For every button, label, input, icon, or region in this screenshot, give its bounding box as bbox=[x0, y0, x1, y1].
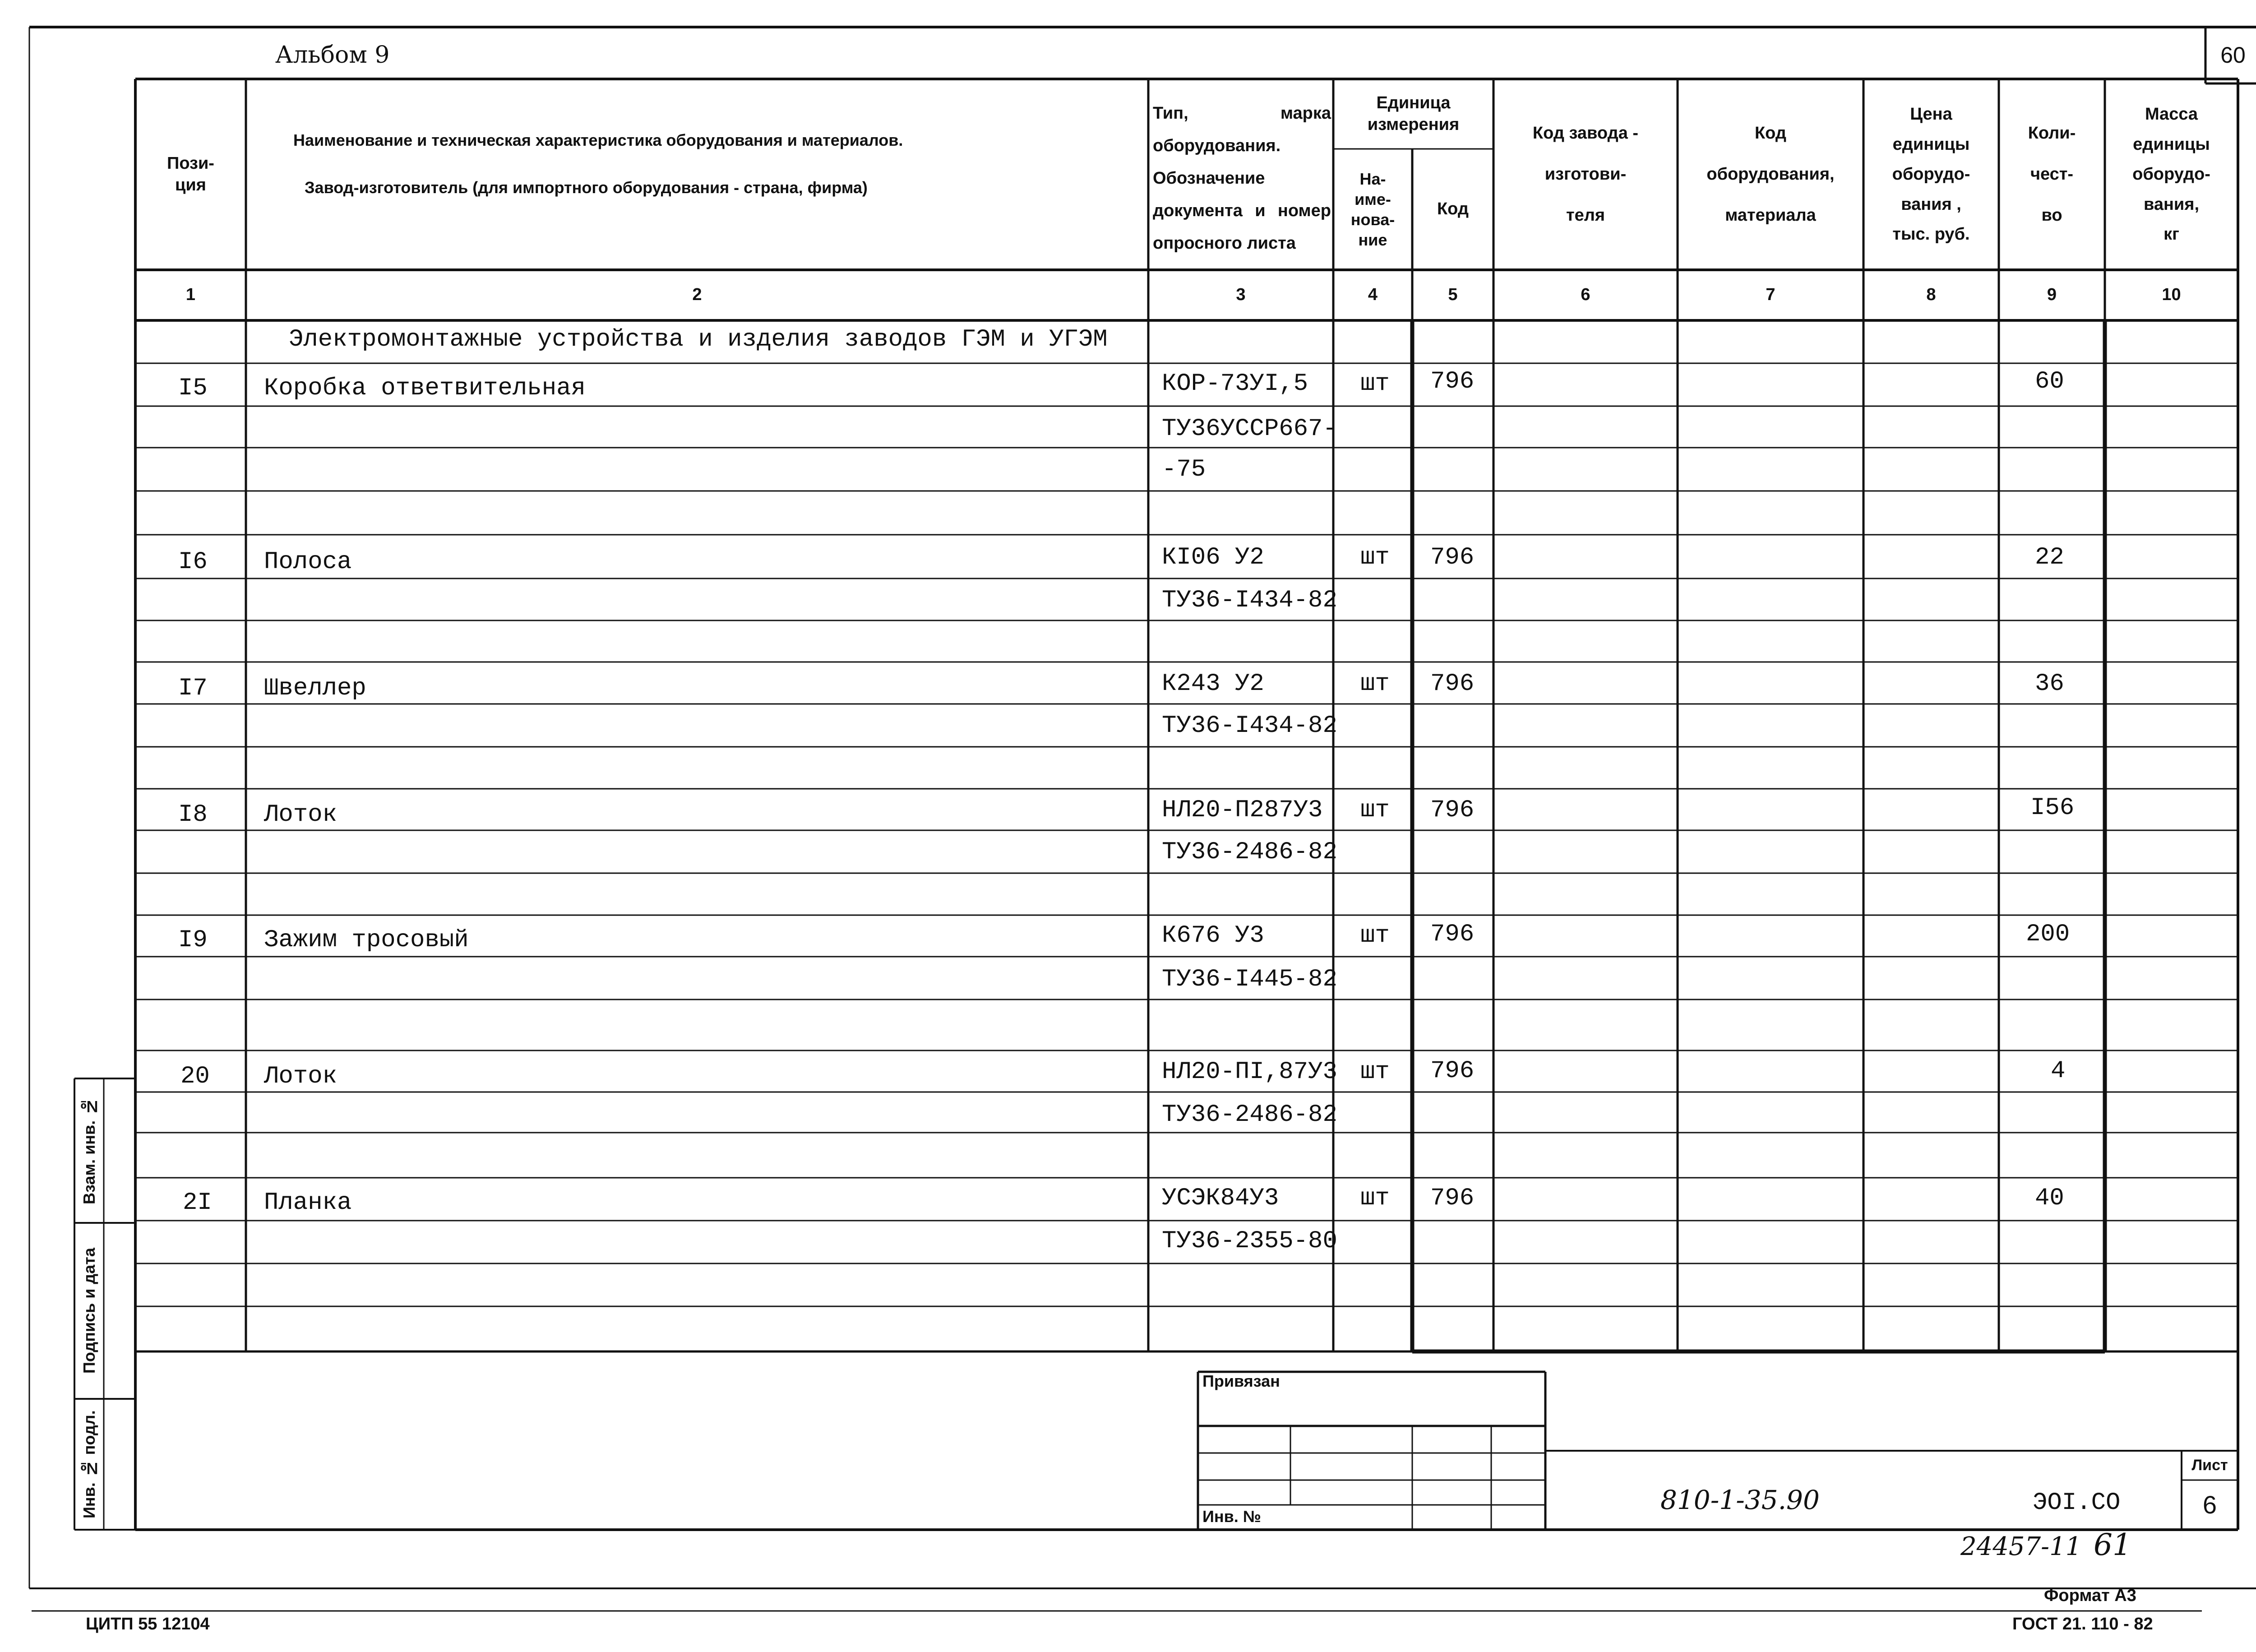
item-quantity: 200 bbox=[2026, 921, 2070, 948]
album-label: Альбом 9 bbox=[275, 42, 390, 69]
item-unit-code: 796 bbox=[1430, 368, 1475, 395]
column-number-3: 3 bbox=[1236, 285, 1246, 305]
item-name: Швеллер bbox=[264, 675, 366, 702]
item-position: I6 bbox=[178, 548, 208, 576]
item-quantity: 60 bbox=[2035, 368, 2064, 395]
column-number-1: 1 bbox=[185, 285, 196, 305]
item-unit-code: 796 bbox=[1430, 670, 1475, 698]
column-number-9: 9 bbox=[2047, 285, 2057, 305]
item-unit-code: 796 bbox=[1430, 544, 1475, 571]
column-number-10: 10 bbox=[2162, 285, 2181, 305]
item-position: I8 bbox=[178, 801, 208, 828]
item-document: ТУ36-I434-82 bbox=[1162, 712, 1337, 740]
header-unit: Единица измерения bbox=[1367, 93, 1460, 134]
side-label-original-inventory: Инв. № подл. bbox=[80, 1410, 98, 1518]
header-type: Тип, марка оборудования. Обозначение документа и номер опросного листа bbox=[1153, 103, 1331, 253]
header-unit-name: На- име- нова- ние bbox=[1350, 170, 1395, 249]
item-unit: шт bbox=[1360, 544, 1390, 571]
item-document: ТУ36-I434-82 bbox=[1162, 587, 1337, 614]
item-unit-code: 796 bbox=[1430, 1185, 1475, 1212]
sheet-code: ЭОI.СО bbox=[2033, 1489, 2121, 1517]
column-number-7: 7 bbox=[1766, 285, 1775, 305]
item-name: Зажим тросовый bbox=[264, 926, 469, 954]
print-code: ЦИТП 55 12104 bbox=[86, 1615, 210, 1633]
header-position: Пози- ция bbox=[167, 154, 214, 194]
item-position: 20 bbox=[180, 1063, 210, 1090]
header-name-line1: Наименование и техническая характеристика оборудования и материалов. bbox=[293, 131, 903, 149]
item-name: Лоток bbox=[264, 801, 337, 828]
header-mass: Масса единицы оборудо- вания, кг bbox=[2132, 105, 2210, 244]
item-unit: шт bbox=[1360, 1185, 1390, 1212]
section-title: Электромонтажные устройства и изделия заводов ГЭМ и УГЭМ bbox=[289, 326, 1108, 353]
item-type: УСЭК84У3 bbox=[1162, 1185, 1279, 1212]
header-factory-code: Код завода - изготови- теля bbox=[1532, 123, 1639, 225]
item-quantity: 22 bbox=[2035, 544, 2064, 571]
item-type: КОР-73УI,5 bbox=[1162, 370, 1308, 398]
sheet-label: Лист bbox=[2191, 1457, 2228, 1474]
item-quantity: 36 bbox=[2035, 670, 2064, 698]
header-price: Цена единицы оборудо- вания , тыс. руб. bbox=[1892, 105, 1970, 244]
item-unit-code: 796 bbox=[1430, 921, 1475, 948]
page-number: 60 bbox=[2220, 42, 2246, 68]
item-position: I5 bbox=[178, 375, 208, 402]
header-quantity: Коли- чест- во bbox=[2028, 123, 2076, 225]
header-equipment-code: Код оборудования, материала bbox=[1706, 123, 1835, 225]
item-document: ТУ36-I445-82 bbox=[1162, 966, 1337, 993]
item-type: КI06 У2 bbox=[1162, 544, 1264, 571]
item-quantity: 4 bbox=[2051, 1057, 2066, 1085]
item-type: НЛ20-ПI,87У3 bbox=[1162, 1058, 1337, 1086]
item-name: Коробка ответвительная bbox=[264, 375, 586, 402]
column-number-5: 5 bbox=[1448, 285, 1458, 305]
side-label-signature-date: Подпись и дата bbox=[80, 1248, 98, 1374]
item-position: I9 bbox=[178, 926, 208, 954]
item-unit-code: 796 bbox=[1430, 1057, 1475, 1085]
item-name: Полоса bbox=[264, 548, 352, 576]
item-document: ТУ36-2486-82 bbox=[1162, 838, 1337, 866]
item-document: ТУ36УССР667- bbox=[1162, 415, 1337, 443]
handwritten-registration-number: 24457-11 bbox=[1960, 1532, 2082, 1561]
handwritten-page-number: 61 bbox=[2094, 1527, 2131, 1562]
stamp-bound-to: Привязан bbox=[1202, 1372, 1280, 1390]
stamp-inventory-number: Инв. № bbox=[1202, 1507, 1261, 1526]
column-number-2: 2 bbox=[692, 285, 702, 305]
document-code: 810-1-35.90 bbox=[1660, 1485, 1820, 1515]
item-unit: шт bbox=[1360, 1058, 1390, 1086]
sheet-number: 6 bbox=[2202, 1490, 2217, 1519]
item-type: К676 У3 bbox=[1162, 922, 1264, 949]
item-document-cont: -75 bbox=[1162, 456, 1206, 483]
header-unit-code: Код bbox=[1437, 199, 1469, 219]
item-quantity: 40 bbox=[2035, 1185, 2064, 1212]
item-quantity: I56 bbox=[2030, 794, 2075, 822]
item-unit: шт bbox=[1360, 796, 1390, 824]
item-type: К243 У2 bbox=[1162, 670, 1264, 698]
item-document: ТУ36-2486-82 bbox=[1162, 1101, 1337, 1129]
column-number-4: 4 bbox=[1368, 285, 1378, 305]
item-name: Лоток bbox=[264, 1063, 337, 1090]
item-unit: шт bbox=[1360, 370, 1390, 398]
side-label-replacement-inventory: Взам. инв. № bbox=[80, 1097, 98, 1204]
gost-reference: ГОСТ 21. 110 - 82 bbox=[2012, 1615, 2153, 1633]
column-number-8: 8 bbox=[1926, 285, 1936, 305]
item-document: ТУ36-2355-80 bbox=[1162, 1227, 1337, 1255]
item-unit: шт bbox=[1360, 922, 1390, 949]
item-type: НЛ20-П287У3 bbox=[1162, 796, 1323, 824]
paper-format: Формат А3 bbox=[2044, 1586, 2136, 1605]
item-position: I7 bbox=[178, 675, 208, 702]
item-unit-code: 796 bbox=[1430, 796, 1475, 824]
column-number-6: 6 bbox=[1581, 285, 1590, 305]
item-name: Планка bbox=[264, 1189, 352, 1217]
item-unit: шт bbox=[1360, 670, 1390, 698]
header-name-line2: Завод-изготовитель (для импортного оборудования - страна, фирма) bbox=[305, 178, 868, 197]
item-position: 2I bbox=[183, 1189, 212, 1217]
